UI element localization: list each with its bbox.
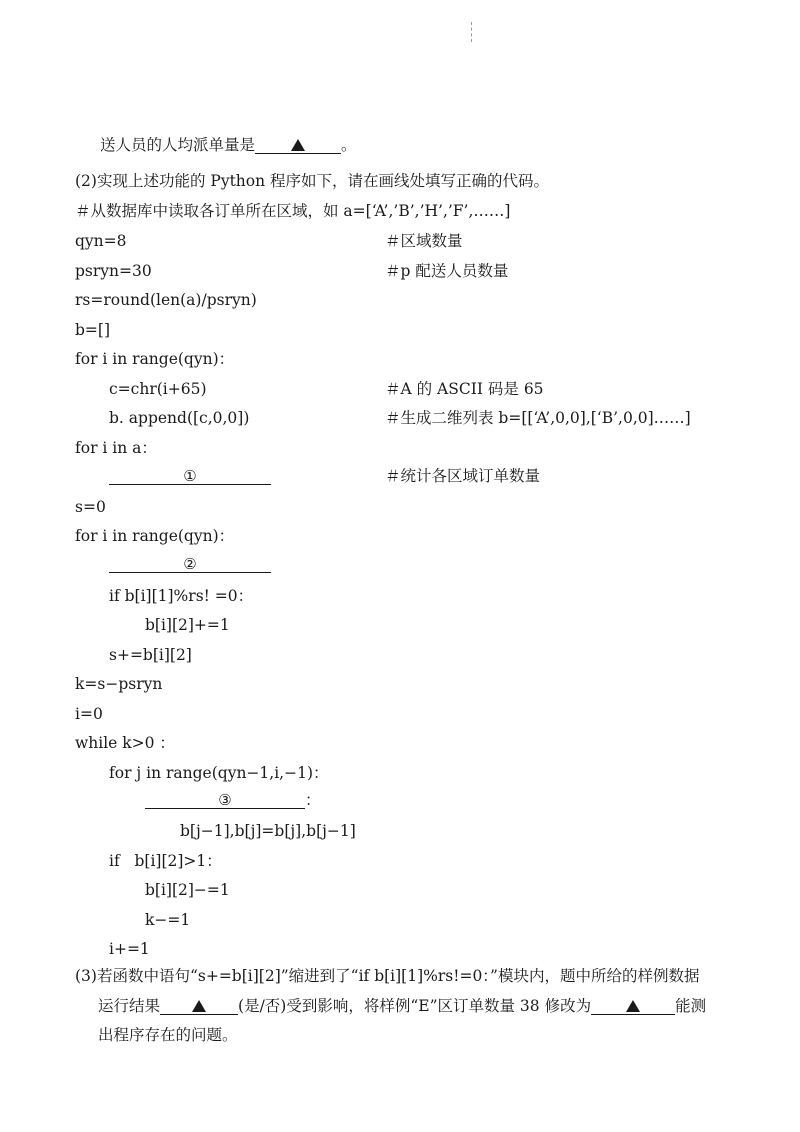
blank-3-colon: ： (305, 791, 321, 809)
intro-line (100, 135, 357, 155)
code-line: b. append([c,0,0]) (109, 409, 250, 427)
code-comment: ＃A 的 ASCII 码是 65 (385, 380, 544, 398)
code-comment-read-db: ＃从数据库中读取各订单所在区域，如 a=[‘A’,’B’,’H’,’F’,……] (75, 202, 511, 220)
code-comment: ＃p 配送人员数量 (385, 262, 509, 280)
code-comment: ＃生成二维列表 b=[[‘A’,0,0],[‘B’,0,0]……] (385, 409, 691, 427)
code-line: b[j−1],b[j]=b[j],b[j−1] (180, 822, 356, 840)
answer-blank-1[interactable] (255, 135, 341, 154)
part3-line-3: 出程序存在的问题。 (98, 1026, 238, 1044)
code-line: s+=b[i][2] (109, 646, 192, 664)
part3-text-c: 能测 (675, 997, 707, 1015)
blank-1-marker[interactable]: ① (109, 466, 271, 485)
part3-line-1: (3)若函数中语句“s+=b[i][2]”缩进到了“if b[i][1]%rs!=0：”模块内，题中所给的样例数据 (75, 967, 700, 985)
intro-suffix: 。 (341, 136, 357, 154)
code-line: qyn=8 (75, 232, 127, 250)
blank-2-marker[interactable]: ② (109, 554, 271, 573)
code-line: b=[] (75, 321, 111, 339)
part3-line-2 (98, 996, 706, 1016)
triangle-icon (192, 1000, 206, 1012)
code-line: for i in a： (75, 439, 157, 457)
code-line: b[i][2]−=1 (145, 881, 230, 899)
triangle-icon (291, 139, 305, 151)
triangle-icon (626, 1000, 640, 1012)
code-line: c=chr(i+65) (109, 380, 207, 398)
answer-blank-3[interactable] (591, 996, 675, 1015)
fill-blank-3[interactable] (145, 790, 321, 810)
code-line: if b[i][2]>1： (109, 852, 222, 870)
blank-3-marker[interactable]: ③ (145, 790, 305, 809)
code-line: for j in range(qyn−1,i,−1)： (109, 764, 329, 782)
code-line: if b[i][1]%rs! =0： (109, 587, 254, 605)
code-line: psryn=30 (75, 262, 152, 280)
code-comment: ＃区域数量 (385, 232, 463, 250)
intro-text: 送人员的人均派单量是 (100, 136, 256, 154)
answer-blank-2[interactable] (160, 996, 238, 1015)
code-line: b[i][2]+=1 (145, 616, 230, 634)
code-line: s=0 (75, 498, 106, 516)
code-line: for i in range(qyn)： (75, 350, 235, 368)
part2-heading: (2)实现上述功能的 Python 程序如下，请在画线处填写正确的代码。 (75, 172, 550, 190)
code-line: for i in range(qyn)： (75, 527, 235, 545)
part3-text-b: (是/否)受到影响，将样例“E”区订单数量 38 修改为 (238, 997, 592, 1015)
code-line: k−=1 (145, 911, 191, 929)
fill-blank-1[interactable] (109, 466, 271, 486)
code-line: rs=round(len(a)/psryn) (75, 291, 257, 309)
code-line: while k>0 ： (75, 734, 175, 752)
part3-text-a: 运行结果 (98, 997, 161, 1015)
code-line: i=0 (75, 705, 103, 723)
code-comment: ＃统计各区域订单数量 (385, 467, 541, 485)
code-line: k=s−psryn (75, 675, 163, 693)
crop-mark (471, 22, 472, 42)
code-line: i+=1 (109, 940, 150, 958)
fill-blank-2[interactable] (109, 554, 271, 574)
